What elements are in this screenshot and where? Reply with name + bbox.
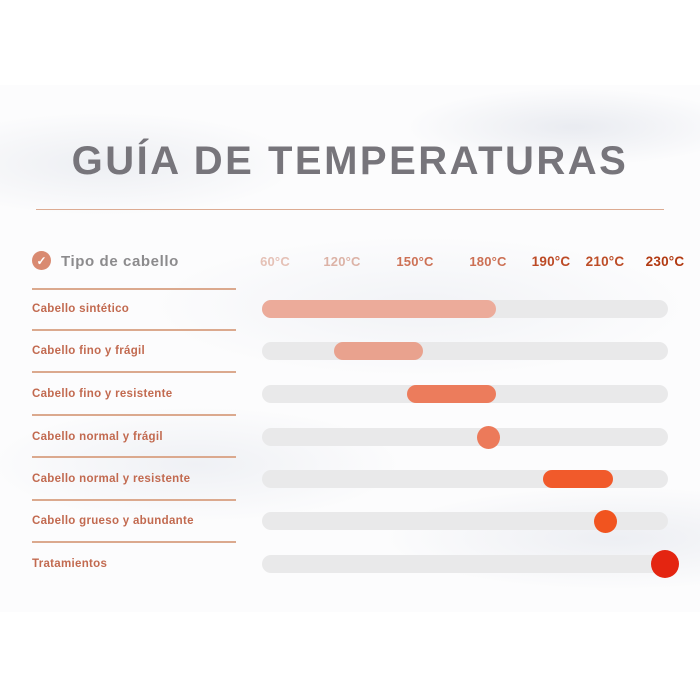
title-divider bbox=[36, 209, 664, 210]
temperature-range-segment bbox=[262, 300, 496, 318]
chart-row-cabello-fino-y-resistente bbox=[0, 385, 700, 403]
row-label: Tratamientos bbox=[32, 558, 108, 570]
temperature-range-segment bbox=[334, 342, 423, 360]
row-divider bbox=[32, 541, 236, 543]
row-label: Cabello grueso y abundante bbox=[32, 515, 194, 527]
temperature-point-dot bbox=[651, 550, 679, 578]
chart-row-cabello-sintetico bbox=[0, 300, 700, 318]
row-divider bbox=[32, 499, 236, 501]
temperature-track bbox=[262, 300, 668, 318]
row-label: Cabello fino y frágil bbox=[32, 345, 146, 357]
temp-tick-190: 190°C bbox=[531, 254, 571, 269]
chart-row-tratamientos bbox=[0, 555, 700, 573]
row-label: Cabello normal y resistente bbox=[32, 473, 191, 485]
check-icon: ✓ bbox=[32, 251, 51, 270]
row-label: Cabello fino y resistente bbox=[32, 388, 173, 400]
temperature-range-segment bbox=[543, 470, 613, 488]
row-label: Cabello normal y frágil bbox=[32, 431, 163, 443]
chart-row-cabello-fino-y-fragil bbox=[0, 342, 700, 360]
row-divider bbox=[32, 329, 236, 331]
row-divider bbox=[32, 371, 236, 373]
hair-type-column-header: Tipo de cabello bbox=[61, 253, 179, 270]
temperature-track bbox=[262, 342, 668, 360]
page-title: GUÍA DE TEMPERATURAS bbox=[71, 139, 629, 183]
temp-tick-210: 210°C bbox=[585, 254, 625, 269]
temperature-track bbox=[262, 470, 668, 488]
temperature-point-dot bbox=[594, 510, 617, 533]
row-divider bbox=[32, 456, 236, 458]
temperature-track bbox=[262, 428, 668, 446]
header-underline bbox=[32, 288, 236, 290]
temp-tick-60: 60°C bbox=[260, 254, 290, 269]
chart-row-cabello-grueso-y-abundante bbox=[0, 512, 700, 530]
temp-tick-120: 120°C bbox=[323, 254, 361, 269]
row-divider bbox=[32, 414, 236, 416]
row-label: Cabello sintético bbox=[32, 303, 130, 315]
temperature-track bbox=[262, 512, 668, 530]
temp-tick-150: 150°C bbox=[396, 254, 434, 269]
temp-tick-230: 230°C bbox=[645, 254, 685, 269]
temperature-track bbox=[262, 385, 668, 403]
temperature-range-segment bbox=[407, 385, 496, 403]
temperature-point-dot bbox=[477, 426, 500, 449]
chart-row-cabello-normal-y-resistente bbox=[0, 470, 700, 488]
chart-row-cabello-normal-y-fragil bbox=[0, 428, 700, 446]
temperature-track bbox=[262, 555, 668, 573]
temp-tick-180: 180°C bbox=[469, 254, 507, 269]
